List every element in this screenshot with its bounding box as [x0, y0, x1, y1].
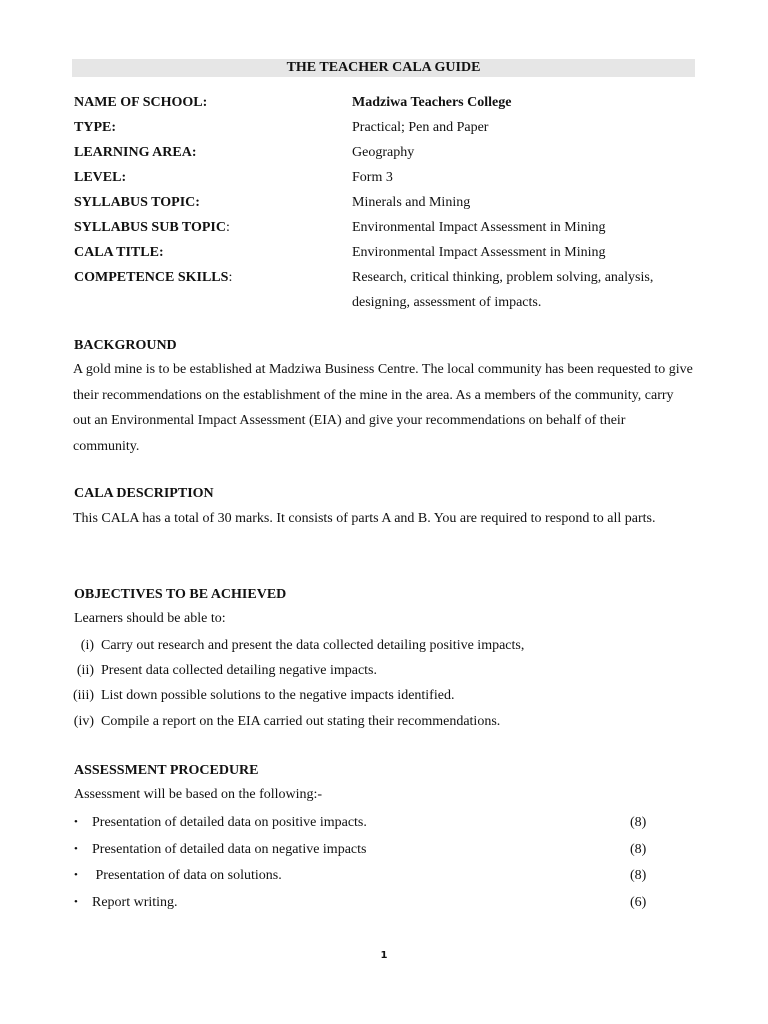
assessment-intro: Assessment will be based on the following:-	[74, 787, 323, 802]
assessment-list	[74, 810, 654, 916]
assessment-marks: (6)	[630, 894, 647, 910]
objective-number: (iii)	[73, 688, 94, 704]
assessment-criterion: Presentation of detailed data on negative impacts	[92, 841, 367, 857]
objective-item	[66, 658, 696, 683]
cala-info-table	[74, 93, 694, 320]
page-number: 1	[380, 950, 388, 961]
learning-area-value: Geography	[352, 145, 415, 160]
syllabus-subtopic-label	[74, 218, 230, 237]
objective-item	[66, 683, 696, 708]
competence-skills-label	[74, 268, 232, 287]
objective-number: (i)	[80, 638, 94, 653]
objective-item	[66, 633, 696, 658]
assessment-criterion: Report writing.	[92, 894, 178, 910]
assessment-item	[74, 890, 654, 917]
syllabus-subtopic-value: Environmental Impact Assessment in Mining	[352, 220, 606, 235]
bullet-icon: •	[74, 842, 78, 855]
level-value: Form 3	[352, 170, 393, 185]
bullet-icon: •	[74, 816, 78, 828]
objective-number: (iv)	[73, 713, 94, 729]
page-title: THE TEACHER CALA GUIDE	[72, 59, 695, 77]
bullet-icon: •	[74, 869, 78, 882]
level-label: LEVEL:	[74, 170, 127, 185]
school-label: NAME OF SCHOOL:	[74, 95, 208, 110]
cala-title-label: CALA TITLE:	[74, 245, 164, 260]
description-text: This CALA has a total of 30 marks. It consists of parts A and B. You are required to respond to all parts.	[73, 511, 656, 526]
syllabus-topic-label: SYLLABUS TOPIC:	[74, 195, 200, 210]
assessment-marks: (8)	[630, 815, 647, 830]
objectives-list	[66, 633, 696, 734]
assessment-criterion: Presentation of detailed data on positive impacts.	[92, 815, 367, 830]
competence-skills-value: Research, critical thinking, problem solving, analysis, designing, assessment of impacts.	[352, 270, 654, 310]
school-value: Madziwa Teachers College	[352, 95, 512, 110]
objective-text: List down possible solutions to the negative impacts identified.	[101, 688, 455, 704]
objective-text: Carry out research and present the data collected detailing positive impacts,	[101, 638, 525, 653]
bullet-icon: •	[74, 895, 78, 908]
competence-skills-label-text: COMPETENCE SKILLS	[74, 270, 229, 285]
background-text: A gold mine is to be established at Madziwa Business Centre. The local community has been requested to give their recommendations on the establishment of the mine in the area. As a members of the community, carry out an Environmental Impact Assessment (EIA) and give your recommendations on behalf of their community.	[73, 362, 693, 454]
cala-title-value: Environmental Impact Assessment in Mining	[352, 245, 606, 260]
assessment-heading: ASSESSMENT PROCEDURE	[74, 763, 259, 778]
objectives-heading: OBJECTIVES TO BE ACHIEVED	[74, 587, 287, 602]
syllabus-subtopic-colon: :	[225, 220, 230, 235]
type-value: Practical; Pen and Paper	[352, 120, 489, 135]
objective-item	[66, 709, 696, 734]
syllabus-subtopic-label-text: SYLLABUS SUB TOPIC	[74, 220, 226, 235]
objective-text: Present data collected detailing negative impacts.	[101, 663, 378, 679]
learning-area-label: LEARNING AREA:	[74, 145, 197, 160]
type-label: TYPE:	[74, 120, 116, 135]
competence-skills-colon: :	[228, 270, 233, 285]
objectives-intro: Learners should be able to:	[74, 611, 226, 626]
info-row-competence-skills	[74, 268, 694, 320]
description-heading: CALA DESCRIPTION	[74, 486, 214, 501]
assessment-item	[74, 863, 654, 890]
assessment-item	[74, 837, 654, 864]
objective-text: Compile a report on the EIA carried out stating their recommendations.	[101, 713, 501, 729]
assessment-marks: (8)	[630, 868, 647, 884]
assessment-item	[74, 810, 654, 837]
assessment-marks: (8)	[630, 841, 647, 857]
syllabus-topic-value: Minerals and Mining	[352, 195, 471, 210]
assessment-criterion: Presentation of data on solutions.	[92, 868, 282, 884]
background-heading: BACKGROUND	[74, 338, 177, 353]
objective-number: (ii)	[76, 663, 94, 679]
